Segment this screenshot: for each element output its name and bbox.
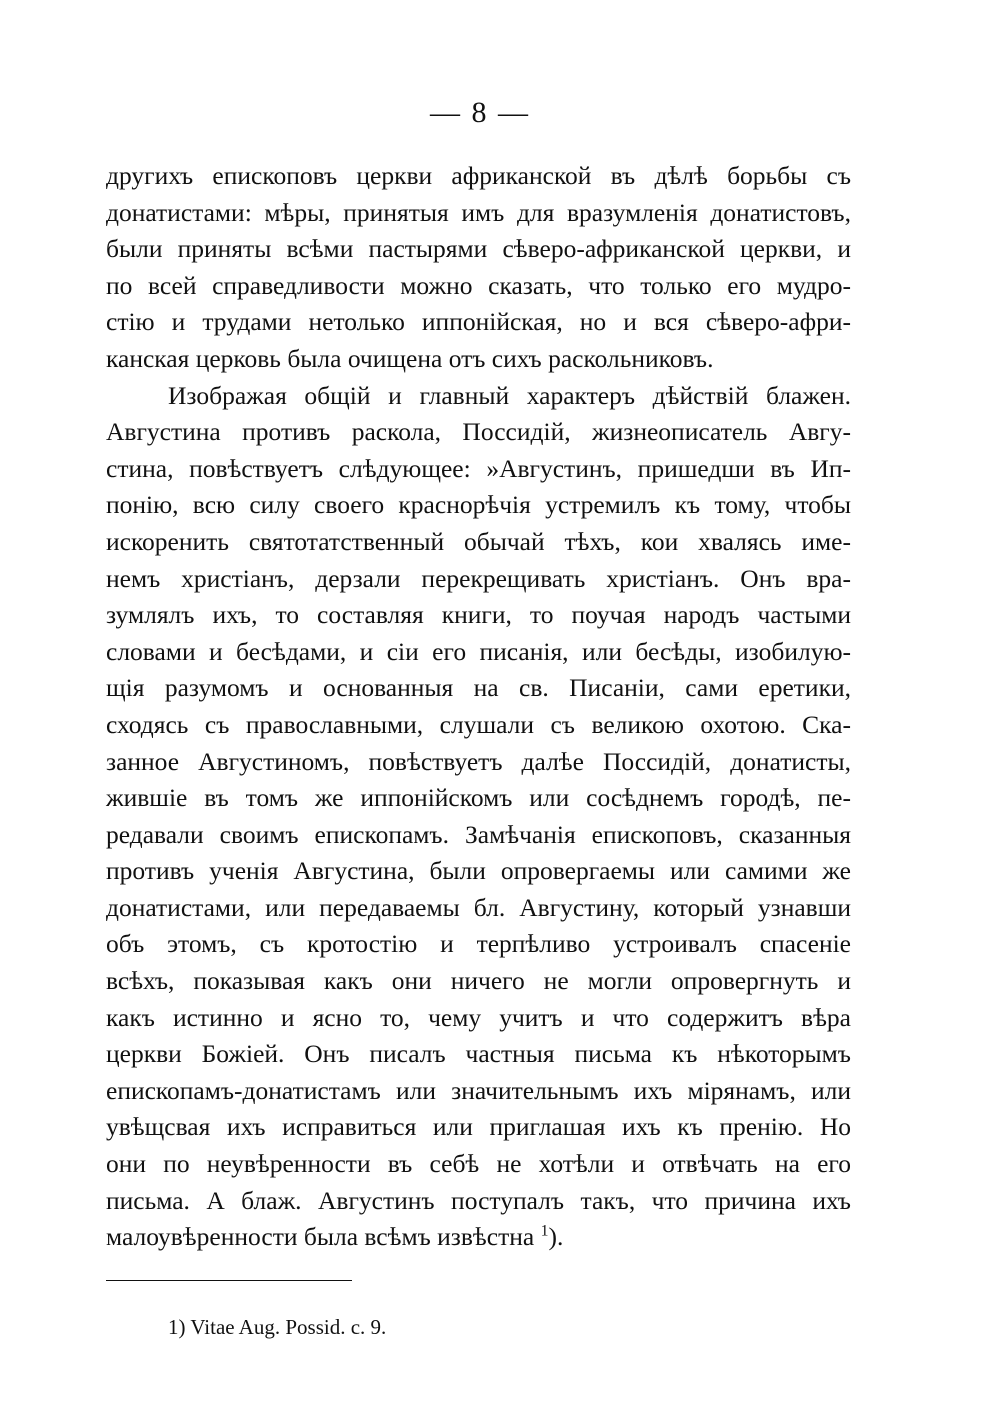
- text-line: [106, 744, 851, 781]
- line-text: епископамъ-донатистамъ или значительнымъ ихъ мірянамъ, или: [106, 1075, 851, 1105]
- line-text: словами и бесѣдами, и сіи его писанія, или бесѣды, изобилую-: [106, 636, 851, 666]
- footnote: [168, 1314, 386, 1340]
- text-line: [106, 451, 851, 488]
- body-text: [106, 158, 851, 1256]
- line-text: другихъ епископовъ церкви африканской въ дѣлѣ борьбы съ: [106, 161, 851, 190]
- line-text: увѣщсвая ихъ исправиться или приглашая ихъ къ пренію. Но: [106, 1112, 851, 1142]
- text-line: [106, 1036, 851, 1073]
- line-text: противъ ученія Августина, были опровергаемы или самими же: [106, 856, 851, 886]
- footnote-marker: 1): [168, 1315, 186, 1339]
- line-text: канская церковь была очищена отъ сихъ раскольниковъ.: [106, 343, 714, 373]
- line-text: жившіе въ томъ же иппонійскомъ или сосѣднемъ городѣ, пе-: [106, 783, 851, 813]
- page-number: — 8 —: [430, 96, 530, 129]
- line-text: объ этомъ, съ кротостію и терпѣливо устроивалъ спасеніе: [106, 929, 851, 959]
- text-line: [106, 817, 851, 854]
- line-text: щія разумомъ и основанныя на св. Писаніи, сами еретики,: [106, 673, 851, 703]
- line-text: письма. А блаж. Августинъ поступалъ такъ, что причина ихъ: [106, 1185, 851, 1215]
- line-text: донатистами: мѣры, принятыя имъ для вразумленія донатистовъ,: [106, 197, 851, 227]
- line-text: по всей справедливости можно сказать, что только его мудро-: [106, 270, 851, 300]
- text-line: [106, 341, 851, 378]
- text-line: [106, 1073, 851, 1110]
- text-line: [106, 561, 851, 598]
- text-line: [106, 780, 851, 817]
- text-line: [106, 853, 851, 890]
- line-text: малоувѣренности была всѣмъ извѣстна: [106, 1222, 535, 1252]
- line-text: какъ истинно и ясно то, чему учитъ и что содержитъ вѣра: [106, 1002, 851, 1032]
- text-line: [106, 670, 851, 707]
- text-line: [106, 963, 851, 1000]
- paragraph-2: [106, 378, 851, 1256]
- line-text: Августина противъ раскола, Поссидій, жизнеописатель Авгу-: [106, 417, 851, 447]
- line-text: были приняты всѣми пастырями сѣверо-африканской церкви, и: [106, 234, 851, 264]
- text-line: [106, 1219, 851, 1256]
- line-text: Изображая общій и главный характеръ дѣйствій блажен.: [168, 380, 851, 410]
- line-text: немъ христіанъ, дерзали перекрещивать христіанъ. Онъ вра-: [106, 563, 851, 593]
- paragraph-1: [106, 158, 851, 378]
- text-line: [106, 1000, 851, 1037]
- text-line: [106, 304, 851, 341]
- text-line: [106, 1109, 851, 1146]
- line-text: донатистами, или передаваемы бл. Августину, который узнавши: [106, 892, 851, 922]
- text-line: [106, 487, 851, 524]
- text-line: [106, 524, 851, 561]
- footnote-separator: [106, 1280, 352, 1281]
- line-text: редавали своимъ епископамъ. Замѣчанія епископовъ, сказанныя: [106, 819, 851, 849]
- text-line: [106, 890, 851, 927]
- text-line: [106, 158, 851, 195]
- text-line: [106, 634, 851, 671]
- text-line: [106, 597, 851, 634]
- text-line: [106, 268, 851, 305]
- text-line: [106, 195, 851, 232]
- line-text: понію, всю силу своего краснорѣчія устремилъ къ тому, чтобы: [106, 490, 851, 520]
- line-text: церкви Божіей. Онъ писалъ частныя письма къ нѣкоторымъ: [106, 1039, 851, 1069]
- footnote-reference[interactable]: 1: [540, 1222, 549, 1240]
- line-text: ).: [548, 1222, 564, 1252]
- line-text: всѣхъ, показывая какъ они ничего не могли опровергнуть и: [106, 966, 851, 996]
- text-line: [106, 926, 851, 963]
- text-line: [106, 414, 851, 451]
- line-text: сходясь съ православными, слушали съ великою охотою. Ска-: [106, 709, 851, 739]
- line-text: зумлялъ ихъ, то составляя книги, то поучая народъ частыми: [106, 600, 851, 630]
- line-text: стію и трудами нетолько иппонійская, но и вся сѣверо-афри-: [106, 307, 851, 337]
- text-line: [106, 378, 851, 415]
- text-line: [106, 707, 851, 744]
- line-text: искоренить святотатственный обычай тѣхъ, кои хвалясь име-: [106, 526, 851, 556]
- footnote-text: Vitae Aug. Possid. c. 9.: [190, 1315, 387, 1339]
- text-line: [106, 1146, 851, 1183]
- line-text: стина, повѣствуетъ слѣдующее: »Августинъ, пришедши въ Ип-: [106, 453, 851, 483]
- line-text: занное Августиномъ, повѣствуетъ далѣе Поссидій, донатисты,: [106, 746, 851, 776]
- text-line: [106, 231, 851, 268]
- text-line: [106, 1183, 851, 1220]
- line-text: они по неувѣренности въ себѣ не хотѣли и отвѣчать на его: [106, 1149, 851, 1179]
